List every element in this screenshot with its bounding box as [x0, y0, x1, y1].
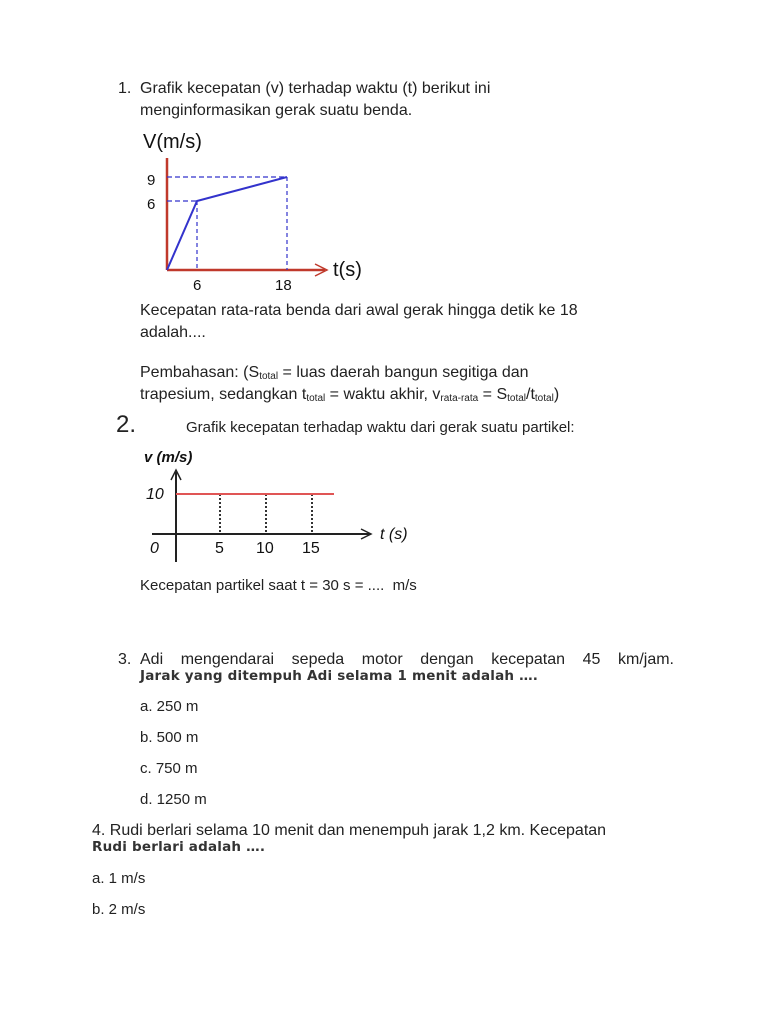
q2-y-axis-label: v (m/s): [144, 449, 193, 466]
q3-option-c: c. 750 m: [140, 760, 198, 777]
q2-xtick-15: 15: [302, 540, 320, 557]
q2-ytick-10: 10: [146, 486, 164, 503]
q1-velocity-time-chart: [135, 124, 385, 296]
q2-velocity-time-chart: [138, 442, 428, 572]
q1-ytick-6: 6: [147, 196, 156, 213]
q3-option-b: b. 500 m: [140, 729, 199, 746]
q1-number: 1.: [118, 80, 132, 97]
q3-number: 3.: [118, 651, 132, 668]
q1-xtick-6: 6: [193, 277, 202, 294]
q2-origin-label: 0: [150, 540, 159, 557]
q3-line1: Adi mengendarai sepeda motor dengan kecepatan 45 km/jam.: [140, 651, 674, 668]
q2-x-axis-label: t (s): [380, 526, 408, 543]
q1-intro-line2: menginformasikan gerak suatu benda.: [140, 102, 413, 119]
q1-ytick-9: 9: [147, 172, 156, 189]
q2-xtick-10: 10: [256, 540, 274, 557]
q1-xtick-18: 18: [275, 277, 292, 294]
q4-line2: Rudi berlari adalah ….: [92, 839, 266, 855]
q4-line1: 4. Rudi berlari selama 10 menit dan menempuh jarak 1,2 km. Kecepatan: [92, 822, 607, 839]
q1-question-line1: Kecepatan rata-rata benda dari awal gerak hingga detik ke 18: [140, 302, 578, 319]
q3-option-d: d. 1250 m: [140, 791, 207, 808]
q1-x-axis-label: t(s): [333, 259, 362, 281]
q3-line2: Jarak yang ditempuh Adi selama 1 menit adalah ….: [140, 668, 539, 684]
q3-option-a: a. 250 m: [140, 698, 199, 715]
q1-discussion-line1: Pembahasan: ($S_{total}$ = luas daerah bangun segitiga dan: [140, 364, 529, 382]
q4-option-b: b. 2 m/s: [92, 901, 146, 918]
q1-question-line2: adalah....: [140, 324, 206, 341]
q1-discussion-line2: trapesium, sedangkan $t_{total}$ = waktu akhir, $v_{rata-rata} = S_{total}/t_{total}$): [140, 386, 560, 404]
q1-velocity-line: [167, 177, 287, 270]
q2-number: 2.: [116, 411, 137, 438]
q2-xtick-5: 5: [215, 540, 224, 557]
q1-y-axis-label: V(m/s): [143, 131, 202, 153]
q2-intro: Grafik kecepatan terhadap waktu dari gerak suatu partikel:: [186, 419, 575, 436]
q4-option-a: a. 1 m/s: [92, 870, 146, 887]
q1-intro-line1: Grafik kecepatan (v) terhadap waktu (t) berikut ini: [140, 80, 491, 97]
q2-question: Kecepatan partikel saat t = 30 s = .... m/s: [140, 577, 417, 594]
